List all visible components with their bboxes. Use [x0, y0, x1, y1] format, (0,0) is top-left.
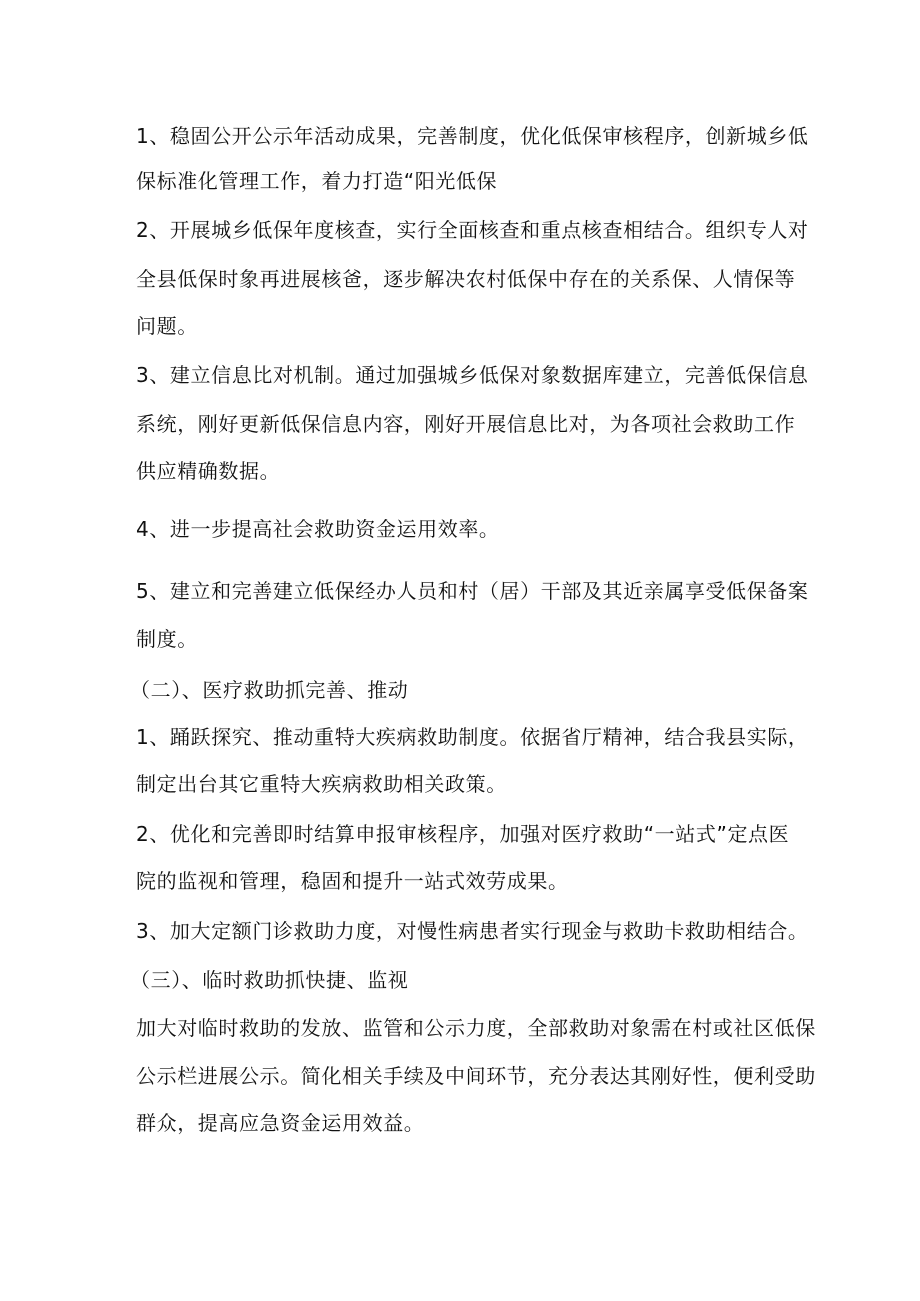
- text-line: 2、优化和完善即时结算申报审核程序，加强对医疗救助“一站式”定点医: [136, 822, 790, 846]
- text-line: 群众，提高应急资金运用效益。: [136, 1111, 425, 1135]
- text-line: 1、稳固公开公示年活动成果，完善制度，优化低保审核程序，创新城乡低: [136, 124, 809, 148]
- text-line: 4、进一步提高社会救助资金运用效率。: [136, 517, 500, 541]
- text-line: 2、开展城乡低保年度核查，实行全面核查和重点核查相结合。组织专人对: [136, 218, 809, 242]
- text-line: 问题。: [136, 314, 198, 338]
- text-line: 全县低保时象再进展核爸，逐步解决农村低保中存在的关系保、人情保等: [136, 267, 796, 291]
- section-heading: （三）、临时救助抓快捷、监视: [130, 968, 409, 992]
- text-line: 1、踊跃探究、推动重特大疾病救助制度。依据省厅精神，结合我县实际，: [136, 725, 809, 749]
- text-line: 5、建立和完善建立低保经办人员和村（居）干部及其近亲属享受低保备案: [136, 579, 809, 603]
- text-line: 3、建立信息比对机制。通过加强城乡低保对象数据库建立，完善低保信息: [136, 363, 809, 387]
- text-line: 3、加大定额门诊救助力度，对慢性病患者实行现金与救助卡救助相结合。: [136, 919, 809, 943]
- text-line: 制定出台其它重特大疾病救助相关政策。: [136, 772, 507, 796]
- text-line: 系统，刚好更新低保信息内容，刚好开展信息比对，为各项社会救助工作: [136, 412, 796, 436]
- section-heading: （二）、医疗救助抓完善、推动: [130, 678, 409, 702]
- text-line: 公示栏进展公示。简化相关手续及中间环节，充分表达其刚好性，便利受助: [136, 1064, 816, 1088]
- text-line: 保标准化管理工作，着力打造“阳光低保: [136, 169, 498, 193]
- text-line: 供应精确数据。: [136, 459, 281, 483]
- text-line: 院的监视和管理，稳固和提升一站式效劳成果。: [136, 869, 569, 893]
- text-line: 加大对临时救助的发放、监管和公示力度，全部救助对象需在村或社区低保: [136, 1016, 816, 1040]
- text-line: 制度。: [136, 627, 198, 651]
